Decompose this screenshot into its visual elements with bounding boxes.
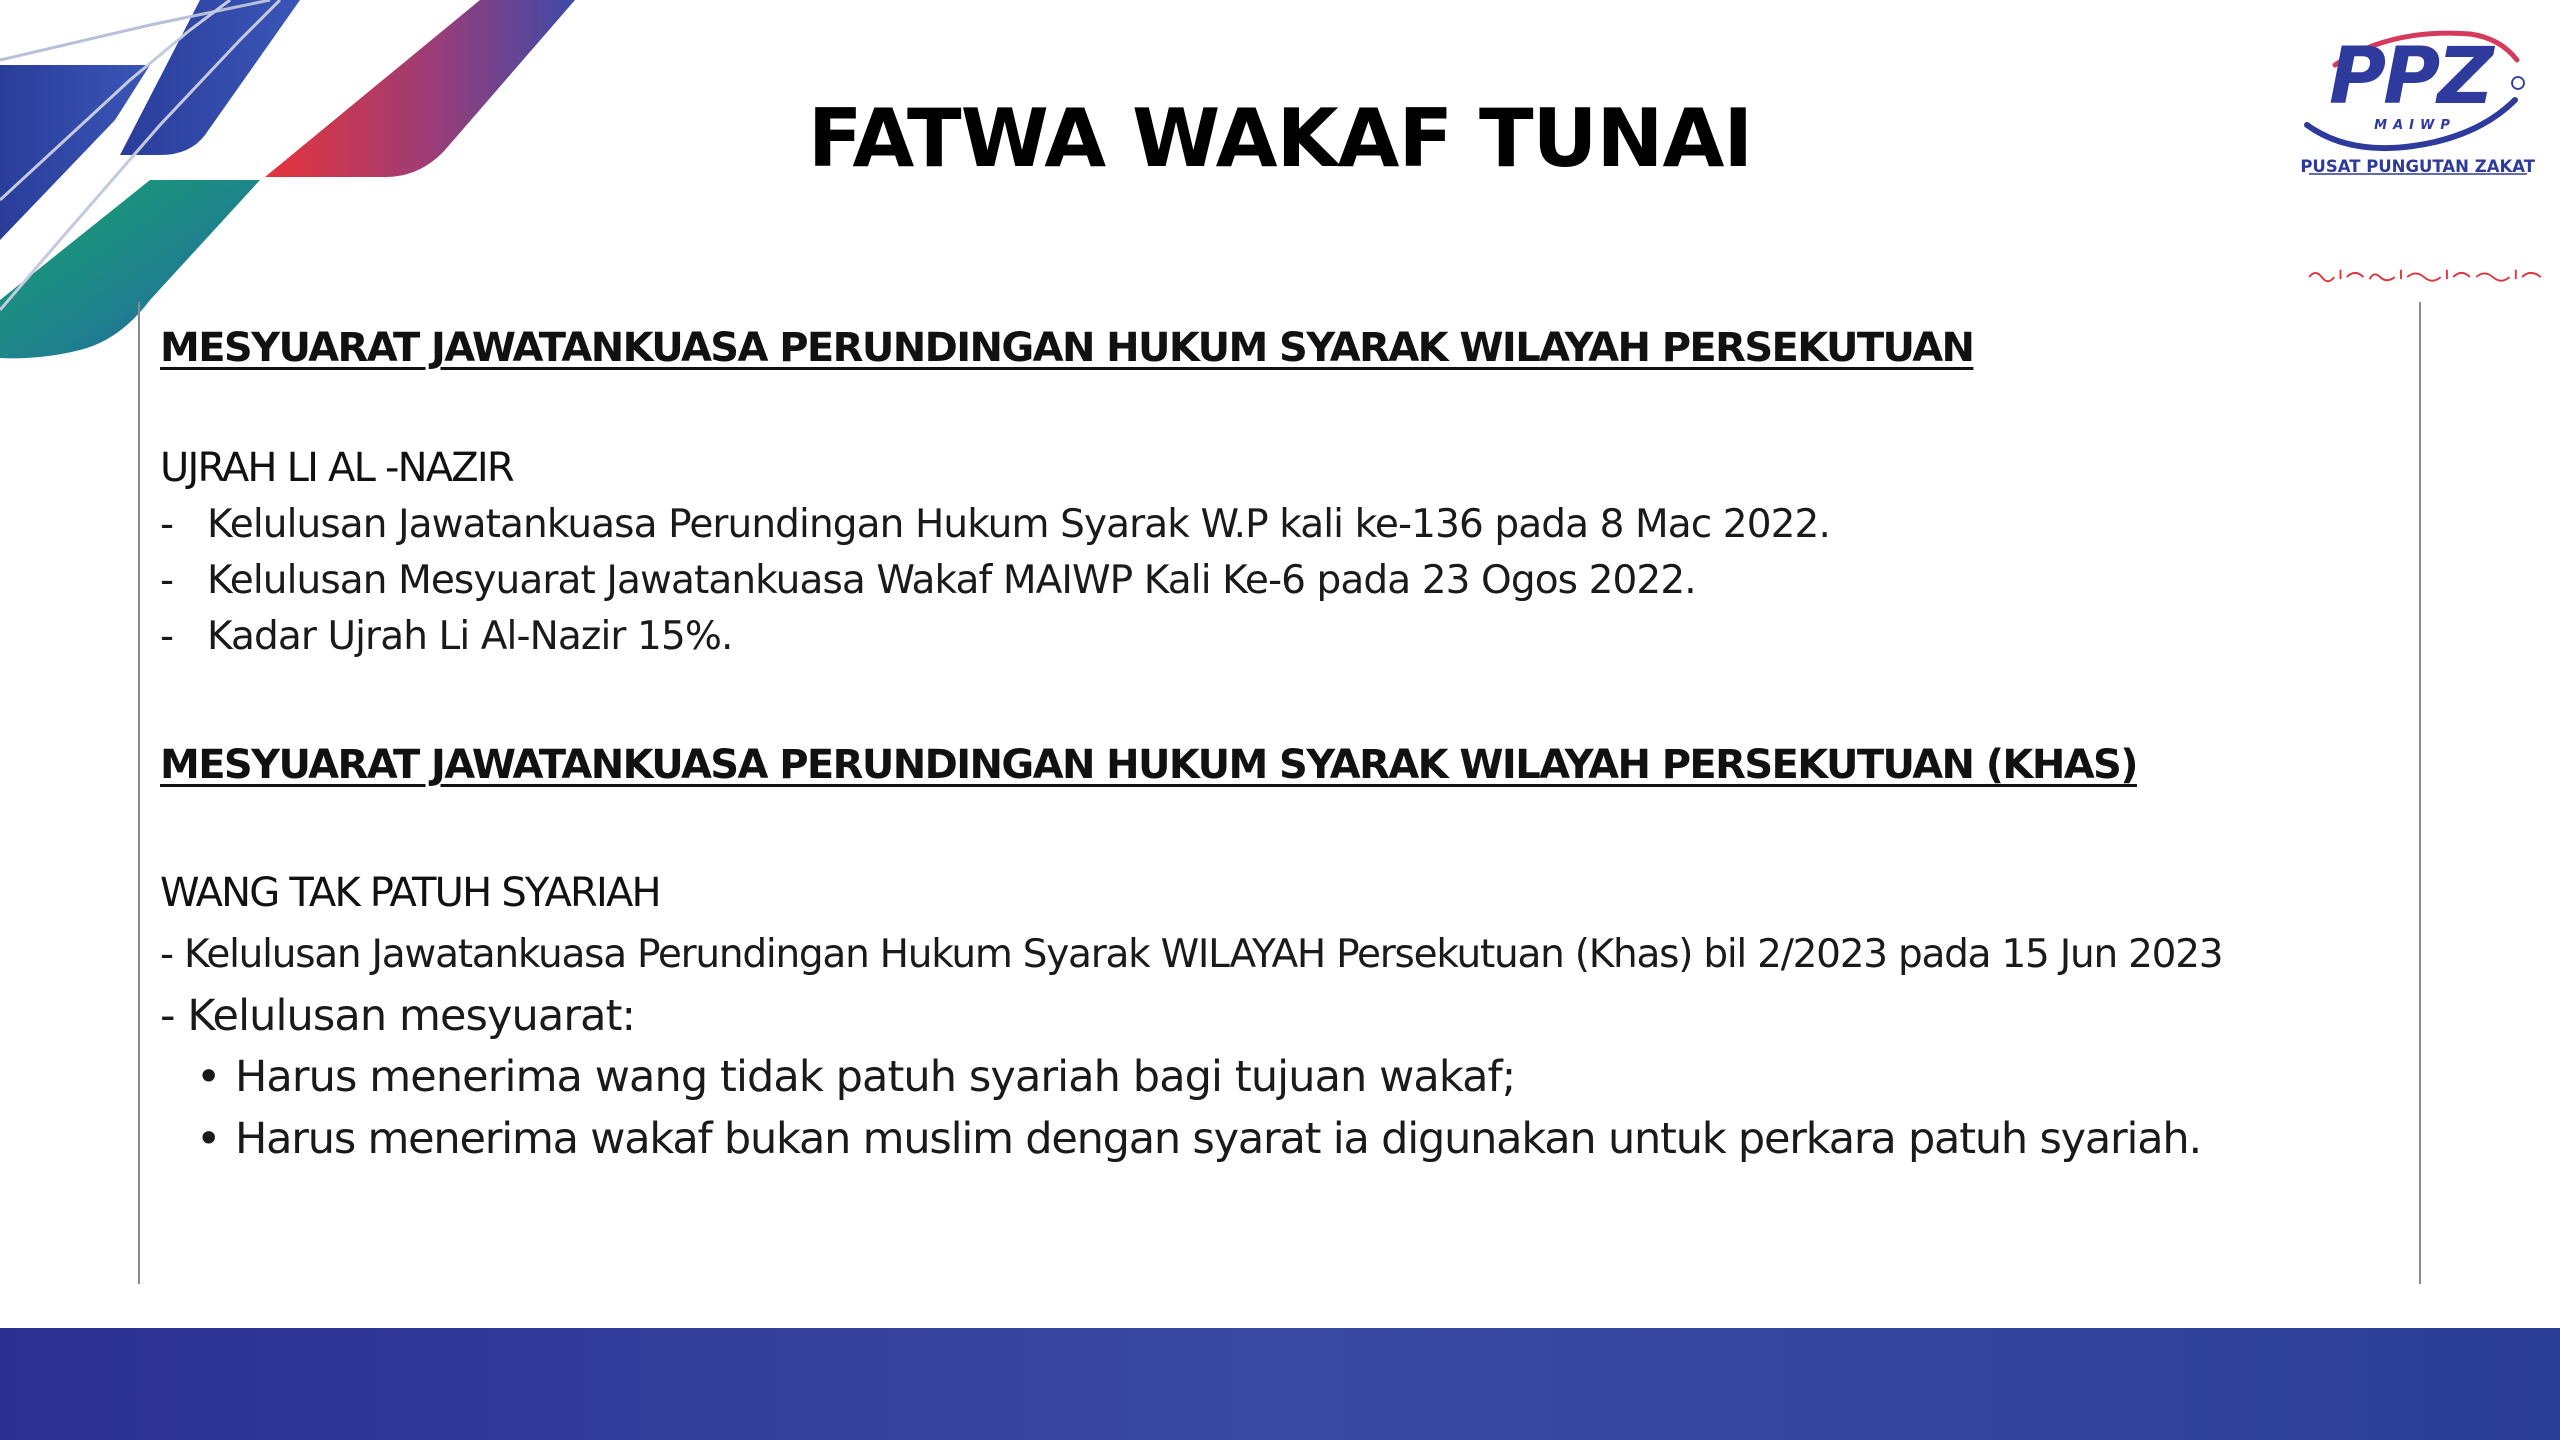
dash-marker: - xyxy=(160,614,174,659)
bullet-marker: • xyxy=(196,1052,221,1102)
logo-tagline: MAIWP xyxy=(2374,118,2456,133)
list-item-text: Kelulusan Jawatankuasa Perundingan Hukum Syarak W.P kali ke-136 pada 8 Mac 2022. xyxy=(207,502,1830,547)
dash-marker: - xyxy=(160,558,174,603)
list-item-text: Kadar Ujrah Li Al-Nazir 15%. xyxy=(207,614,733,659)
bullet-marker: • xyxy=(196,1114,221,1164)
list-item-text: Harus menerima wang tidak patuh syariah bagi tujuan wakaf; xyxy=(235,1052,1516,1102)
left-border-line xyxy=(138,302,140,1284)
section2-subheading: WANG TAK PATUH SYARIAH xyxy=(160,870,660,916)
corner-decoration xyxy=(0,0,600,370)
dash-marker: - xyxy=(160,502,174,547)
section1-subheading: UJRAH LI AL -NAZIR xyxy=(160,445,513,491)
list-item-text: Kelulusan Mesyuarat Jawatankuasa Wakaf MAIWP Kali Ke-6 pada 23 Ogos 2022. xyxy=(207,558,1696,603)
logo-arabic-script-icon xyxy=(2305,180,2545,370)
approval-meeting-line: - Kelulusan mesyuarat: xyxy=(160,991,636,1041)
approval-line: - Kelulusan Jawatankuasa Perundingan Hukum Syarak WILAYAH Persekutuan (Khas) bil 2/2023 pada 15 Jun 2023 xyxy=(160,932,2223,977)
right-border-line xyxy=(2419,302,2421,1284)
section1-heading: MESYUARAT JAWATANKUASA PERUNDINGAN HUKUM SYARAK WILAYAH PERSEKUTUAN xyxy=(160,325,1974,371)
footer-band xyxy=(0,1328,2560,1440)
page-title: FATWA WAKAF TUNAI xyxy=(807,92,1753,185)
list-item-text: Harus menerima wakaf bukan muslim dengan syarat ia digunakan untuk perkara patuh syariah. xyxy=(235,1114,2201,1164)
section2-heading: MESYUARAT JAWATANKUASA PERUNDINGAN HUKUM SYARAK WILAYAH PERSEKUTUAN (KHAS) xyxy=(160,742,2137,788)
logo-subtitle: PUSAT PUNGUTAN ZAKAT xyxy=(2300,157,2535,176)
logo-brand-text: PPZ xyxy=(2329,32,2491,122)
